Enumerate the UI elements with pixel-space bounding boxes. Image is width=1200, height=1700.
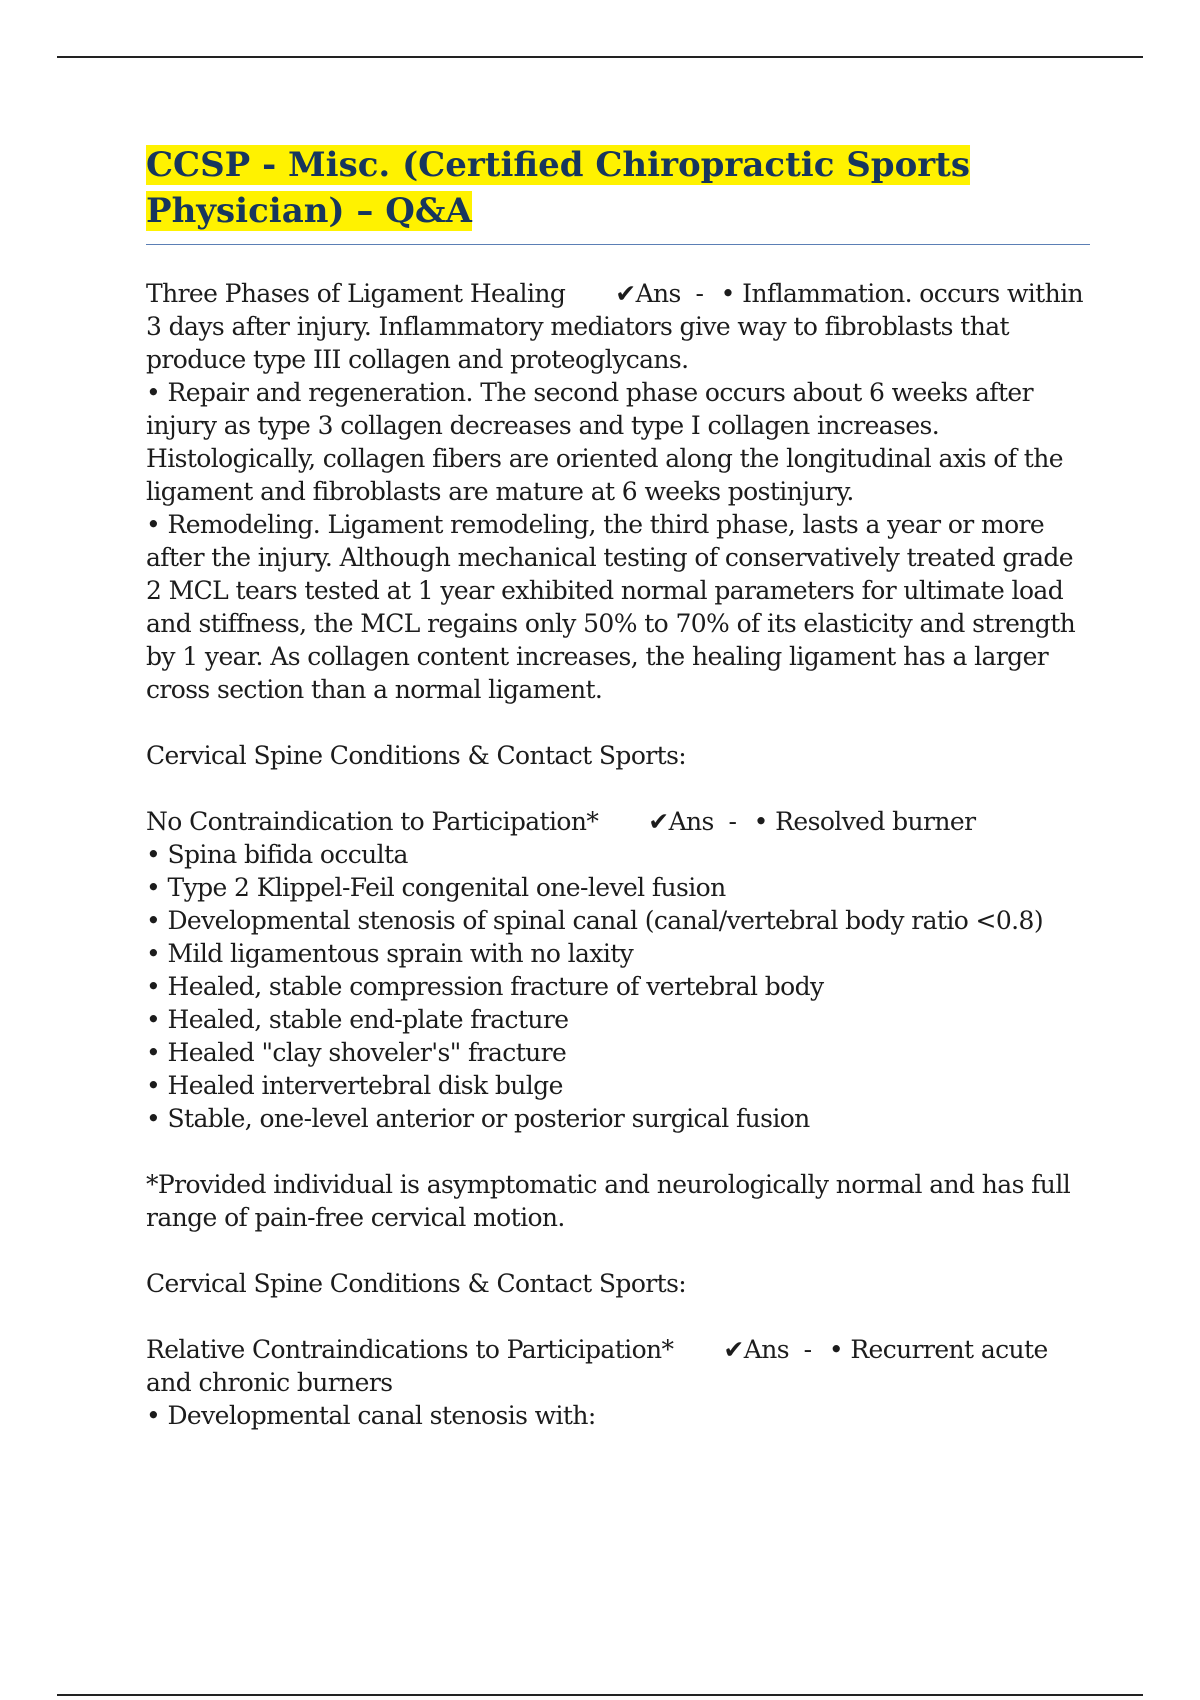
- answer-bullet: • Remodeling. Ligament remodeling, the third phase, lasts a year or more after the injury. Although mechanical testing of conservatively treated grade 2 MCL tears tested at 1 year exhibited normal parameters for ultimate load and stiffness, the MCL regains only 50% to 70% of its elasticity and strength by 1 year. As collagen content increases, the healing ligament has a larger cross section than a normal ligament.: [146, 510, 1083, 704]
- answer-marker: ✔Ans -: [615, 279, 711, 308]
- qa-entry: [146, 1333, 1090, 1399]
- answer-marker: ✔Ans -: [723, 1335, 819, 1364]
- answer-marker: ✔Ans -: [648, 807, 744, 836]
- footer-rule: [57, 1694, 1143, 1696]
- question-text: Relative Contraindications to Participation*: [146, 1335, 674, 1364]
- answer-bullet: • Healed, stable compression fracture of vertebral body: [146, 972, 824, 1001]
- qa-content: [146, 277, 1090, 1432]
- answer-bullet: • Spina bifida occulta: [146, 840, 408, 869]
- answer-text: • Inflammation. occurs within 3 days after injury. Inflammatory mediators give way to fibroblasts that produce type III collagen and proteoglycans.: [146, 279, 1091, 374]
- title-highlight: CCSP - Misc. (Certified Chiropractic Sports Physician) – Q&A: [146, 145, 971, 231]
- question-text: No Contraindication to Participation*: [146, 807, 599, 836]
- answer-bullet: • Developmental stenosis of spinal canal (canal/vertebral body ratio <0.8): [146, 906, 1043, 935]
- header-rule: [57, 56, 1143, 58]
- answer-text: • Resolved burner: [753, 807, 976, 836]
- answer-bullet: • Type 2 Klippel-Feil congenital one-level fusion: [146, 873, 726, 902]
- answer-text: • Recurrent acute and chronic burners: [146, 1335, 1056, 1397]
- section-heading: Cervical Spine Conditions & Contact Sports:: [146, 1269, 687, 1298]
- document-title: [146, 142, 1090, 234]
- answer-bullet: • Healed, stable end-plate fracture: [146, 1005, 569, 1034]
- section-heading: Cervical Spine Conditions & Contact Sports:: [146, 741, 687, 770]
- question-text: Three Phases of Ligament Healing: [146, 279, 566, 308]
- answer-bullet: • Mild ligamentous sprain with no laxity: [146, 939, 634, 968]
- footnote: *Provided individual is asymptomatic and neurologically normal and has full range of pain-free cervical motion.: [146, 1170, 1078, 1232]
- qa-entry: [146, 805, 1090, 838]
- answer-bullet: • Healed intervertebral disk bulge: [146, 1071, 563, 1100]
- answer-bullet: • Healed "clay shoveler's" fracture: [146, 1038, 567, 1067]
- answer-bullet: • Repair and regeneration. The second phase occurs about 6 weeks after injury as type 3 collagen decreases and type I collagen increases. Histologically, collagen fibers are oriented along the longitudinal axis of the ligament and fibroblasts are mature at 6 weeks postinjury.: [146, 378, 1071, 506]
- answer-bullet: • Developmental canal stenosis with:: [146, 1401, 596, 1430]
- title-block: [146, 142, 1090, 245]
- answer-bullet: • Stable, one-level anterior or posterior surgical fusion: [146, 1104, 810, 1133]
- document-body: [146, 142, 1090, 1432]
- qa-entry: [146, 277, 1090, 376]
